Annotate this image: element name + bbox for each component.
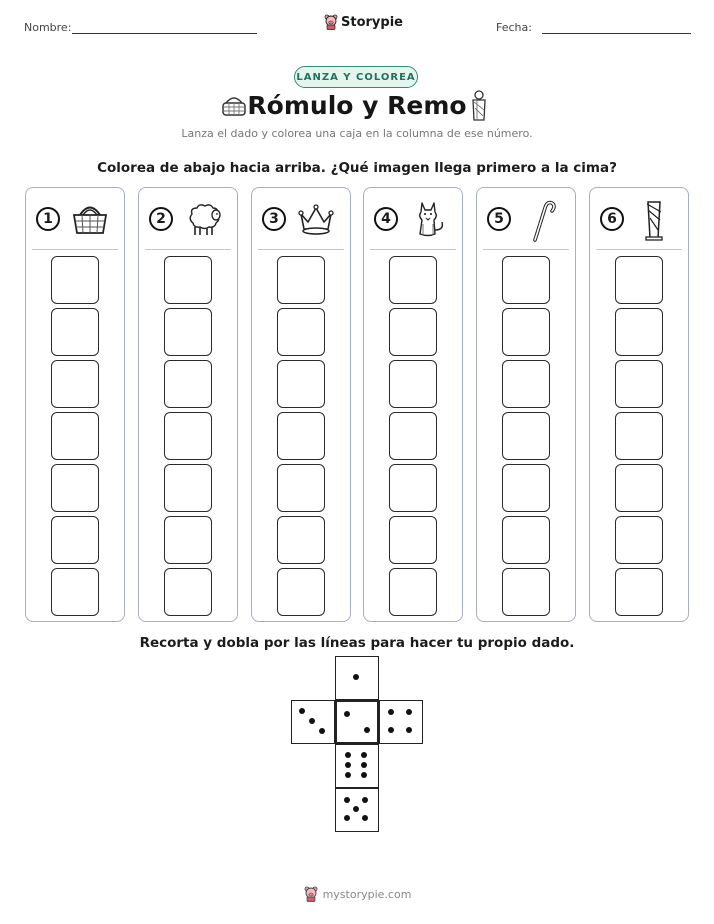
die-pip [353,806,359,812]
color-box[interactable] [615,360,663,408]
die-pip [361,762,367,768]
column-divider [483,249,569,250]
crown-icon [296,200,336,238]
column-3 [251,187,351,622]
page-title: Rómulo y Remo [247,91,467,120]
die-face-2 [335,700,379,744]
color-box[interactable] [51,516,99,564]
column-2 [138,187,238,622]
die-pip [361,752,367,758]
column-divider [32,249,118,250]
color-box[interactable] [277,412,325,460]
toga-statue-icon [634,200,674,242]
die-face-4 [379,700,423,744]
column-divider [145,249,231,250]
color-box[interactable] [502,308,550,356]
die-pip [406,727,412,733]
number-badge: 5 [487,207,511,231]
basket-icon [70,200,110,238]
die-pip [299,708,305,714]
color-box[interactable] [389,256,437,304]
color-box[interactable] [389,412,437,460]
die-pip [344,711,350,717]
die-pip [388,709,394,715]
color-box[interactable] [615,412,663,460]
color-box[interactable] [615,516,663,564]
color-box[interactable] [164,308,212,356]
activity-badge: LANZA Y COLOREA [294,66,418,88]
die-pip [345,762,351,768]
column-5 [476,187,576,622]
die-pip [345,752,351,758]
die-pip [309,718,315,724]
footer [0,886,714,902]
die-face-6 [335,744,379,788]
column-4 [363,187,463,622]
die-pip [319,728,325,734]
number-badge: 2 [149,207,173,231]
instruction-main: Colorea de abajo hacia arriba. ¿Qué imagen llega primero a la cima? [97,160,617,176]
die-pip [345,772,351,778]
color-box[interactable] [389,308,437,356]
number-badge: 3 [262,207,286,231]
wolf-icon [408,200,448,240]
color-box[interactable] [389,568,437,616]
color-box[interactable] [164,360,212,408]
column-header [36,200,116,240]
color-box[interactable] [502,464,550,512]
color-box[interactable] [615,308,663,356]
color-box[interactable] [615,568,663,616]
color-box[interactable] [277,568,325,616]
color-box[interactable] [615,464,663,512]
die-face-1 [335,656,379,700]
color-box[interactable] [51,412,99,460]
color-box[interactable] [502,360,550,408]
color-box[interactable] [277,308,325,356]
die-pip [388,727,394,733]
color-box[interactable] [277,464,325,512]
die-face-3 [291,700,335,744]
color-box[interactable] [389,516,437,564]
color-box[interactable] [51,256,99,304]
column-divider [258,249,344,250]
color-box[interactable] [502,568,550,616]
date-label: Fecha: [496,21,532,34]
die-pip [344,815,350,821]
color-box[interactable] [164,516,212,564]
die-pip [364,727,370,733]
column-header [487,200,567,240]
toga-statue-icon [468,90,490,122]
number-badge: 1 [36,207,60,231]
color-box[interactable] [389,464,437,512]
color-box[interactable] [51,568,99,616]
die-pip [361,772,367,778]
column-header [600,200,680,240]
color-box[interactable] [51,360,99,408]
die-pip [362,797,368,803]
color-box[interactable] [51,464,99,512]
column-1 [25,187,125,622]
column-header [374,200,454,240]
column-divider [596,249,682,250]
number-badge: 6 [600,207,624,231]
color-box[interactable] [164,256,212,304]
color-box[interactable] [51,308,99,356]
color-box[interactable] [502,256,550,304]
pig-mascot-icon [303,886,319,902]
instruction-die: Recorta y dobla por las líneas para hacer tu propio dado. [139,635,575,651]
die-pip [406,709,412,715]
color-box[interactable] [164,568,212,616]
color-box[interactable] [615,256,663,304]
color-box[interactable] [277,256,325,304]
color-box[interactable] [502,412,550,460]
color-box[interactable] [277,516,325,564]
column-header [149,200,229,240]
column-header [262,200,342,240]
color-box[interactable] [164,464,212,512]
color-box[interactable] [389,360,437,408]
name-label: Nombre: [24,21,72,34]
column-divider [370,249,456,250]
column-6 [589,187,689,622]
die-pip [362,815,368,821]
number-badge: 4 [374,207,398,231]
subtitle: Lanza el dado y colorea una caja en la columna de ese número. [181,127,533,140]
color-box[interactable] [164,412,212,460]
color-box[interactable] [502,516,550,564]
die-face-5 [335,788,379,832]
die-pip [344,797,350,803]
date-line[interactable] [542,33,691,34]
name-line[interactable] [72,33,257,34]
shepherd-crook-icon [521,200,561,242]
pig-mascot-icon [324,14,338,30]
brand-logo [324,14,403,30]
sheep-icon [183,200,223,238]
die-pip [353,674,359,680]
brand-name: Storypie [341,14,403,30]
color-box[interactable] [277,360,325,408]
footer-url: mystorypie.com [322,887,412,901]
